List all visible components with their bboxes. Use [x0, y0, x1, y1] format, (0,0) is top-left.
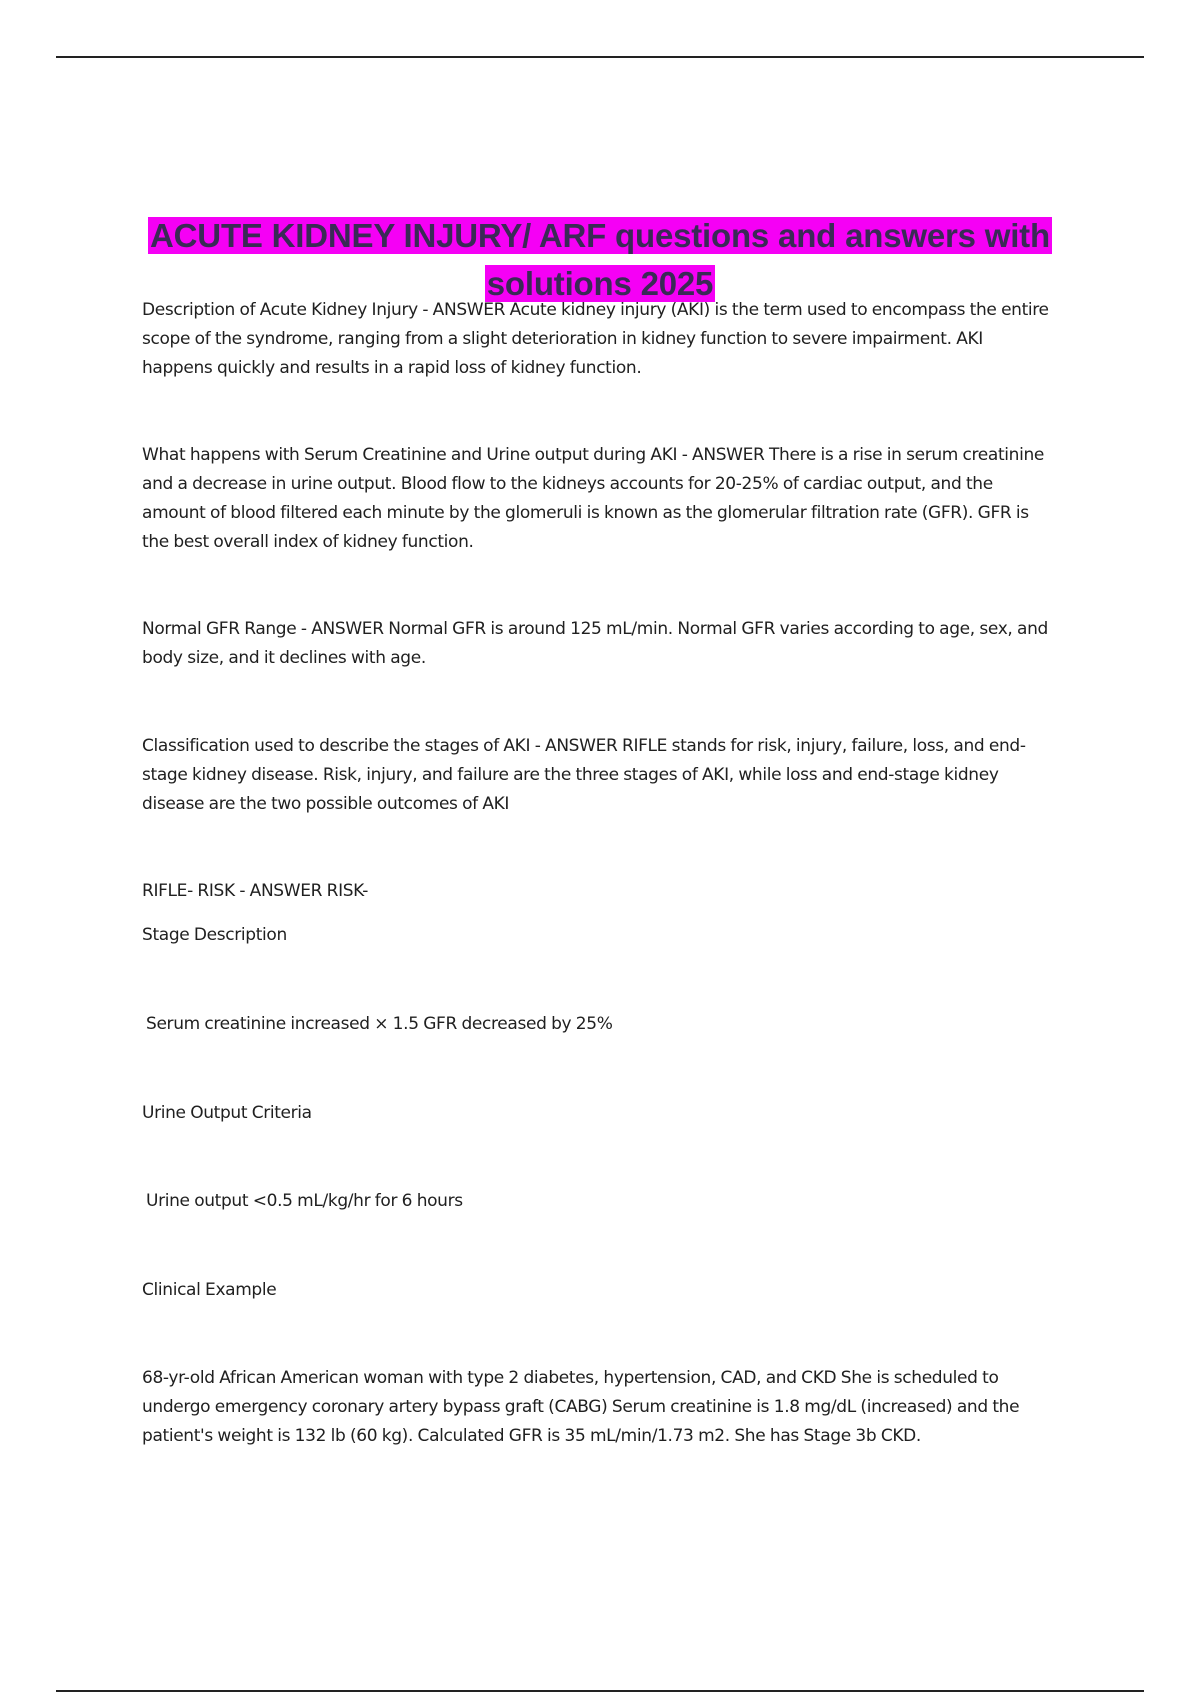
- stage-description-text: Serum creatinine increased × 1.5 GFR decreased by 25%: [146, 1014, 613, 1034]
- qa-description-aki: Description of Acute Kidney Injury - ANSWER Acute kidney injury (AKI) is the term used to encompass the entire scope of the syndrome, ranging from a slight deterioration in kidney function to severe impairment. AKI happens quickly and results in a rapid loss of kidney function.: [142, 300, 1049, 378]
- urine-output-criteria-text: Urine output <0.5 mL/kg/hr for 6 hours: [146, 1191, 463, 1211]
- qa-classification-stages: Classification used to describe the stages of AKI - ANSWER RIFLE stands for risk, injury, failure, loss, and end-stage kidney disease. Risk, injury, and failure are the three stages of AKI, while loss and end-stage kidney disease are the two possible outcomes of AKI: [142, 736, 1026, 814]
- qa-serum-creatinine-urine: What happens with Serum Creatinine and Urine output during AKI - ANSWER There is a rise in serum creatinine and a decrease in urine output. Blood flow to the kidneys accounts for 20-25% of cardiac output, and the amount of blood filtered each minute by the glomeruli is known as the glomerular filtration rate (GFR). GFR is the best overall index of kidney function.: [142, 445, 1044, 552]
- footer-rule: [56, 1690, 1144, 1692]
- qa-normal-gfr-range: Normal GFR Range - ANSWER Normal GFR is around 125 mL/min. Normal GFR varies according to age, sex, and body size, and it declines with age.: [142, 619, 1048, 668]
- document-title: ACUTE KIDNEY INJURY/ ARF questions and answers with solutions 2025: [150, 217, 1050, 302]
- header-rule: [56, 56, 1144, 58]
- qa-rifle-risk: RIFLE- RISK - ANSWER RISK-: [142, 881, 368, 901]
- urine-output-criteria-heading: Urine Output Criteria: [142, 1103, 312, 1123]
- stage-description-heading: Stage Description: [142, 925, 287, 945]
- clinical-example-text: 68-yr-old African American woman with type 2 diabetes, hypertension, CAD, and CKD She is scheduled to undergo emergency coronary artery bypass graft (CABG) Serum creatinine is 1.8 mg/dL (increased) and the patient's weight is 132 lb (60 kg). Calculated GFR is 35 mL/min/1.73 m2. She has Stage 3b CKD.: [142, 1368, 1020, 1446]
- clinical-example-heading: Clinical Example: [142, 1280, 277, 1300]
